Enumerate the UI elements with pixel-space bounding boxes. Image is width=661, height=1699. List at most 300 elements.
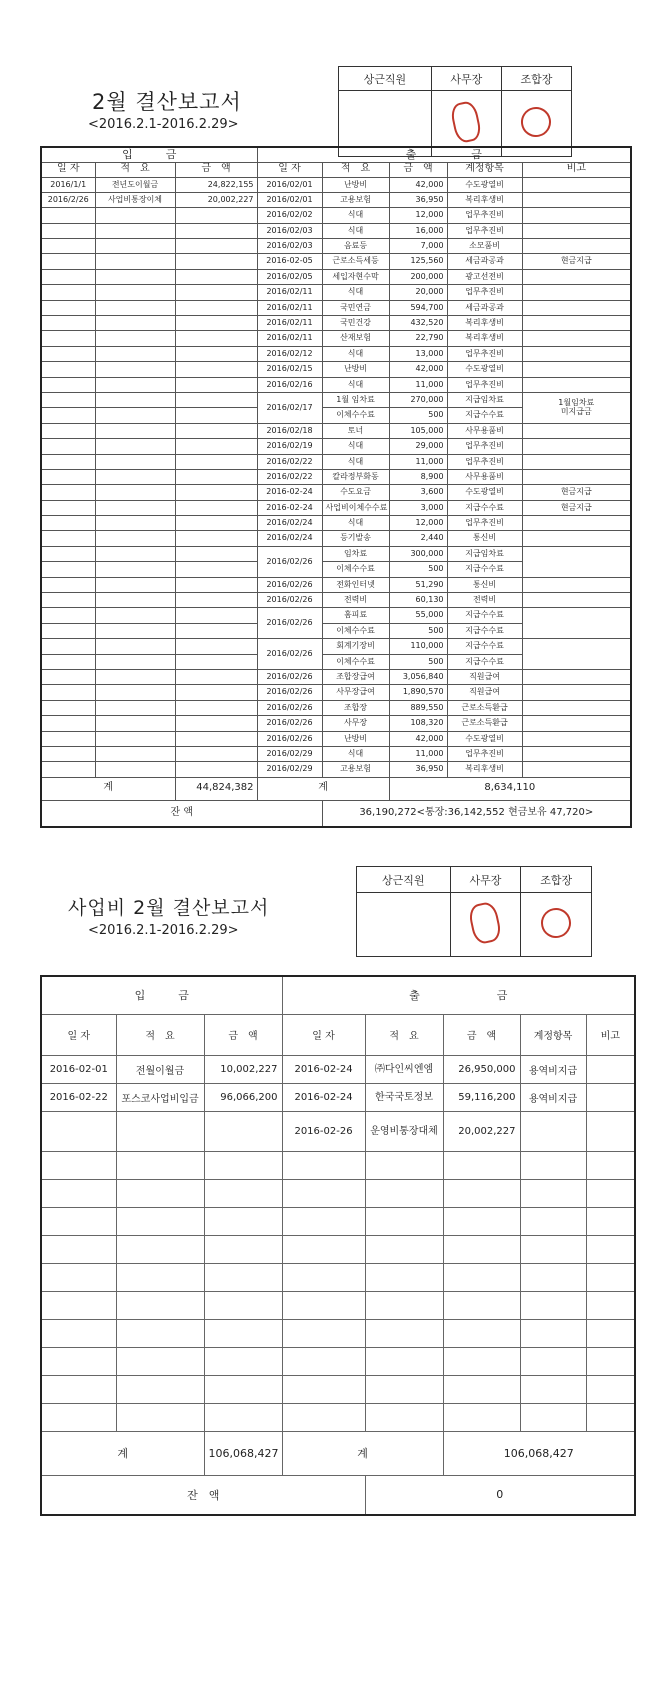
income-date: [41, 1111, 116, 1151]
expense-note: [522, 331, 631, 346]
income-amount: [175, 392, 257, 407]
approval-chairman-sign: [521, 893, 592, 957]
expense-amount: [443, 1347, 520, 1375]
table-row: [41, 485, 631, 500]
expense-desc: 난방비: [322, 362, 389, 377]
income-date: [41, 1235, 116, 1263]
expense-desc: 토너: [322, 423, 389, 438]
expense-desc: 식대: [322, 516, 389, 531]
income-amount: [175, 700, 257, 715]
expense-date: 2016/02/11: [257, 331, 322, 346]
expense-account: [520, 1179, 586, 1207]
income-desc: [116, 1207, 204, 1235]
col-header-amount: 금 액: [443, 1014, 520, 1055]
expense-amount: 22,790: [389, 331, 447, 346]
expense-account: 업무추진비: [447, 377, 522, 392]
income-desc: 포스코사업비입금: [116, 1083, 204, 1111]
expense-date: [282, 1291, 365, 1319]
expense-amount: 13,000: [389, 346, 447, 361]
expense-amount: 3,600: [389, 485, 447, 500]
income-amount: [175, 746, 257, 761]
expense-account: 소모품비: [447, 239, 522, 254]
income-amount: [204, 1111, 282, 1151]
expense-account: 수도광열비: [447, 362, 522, 377]
expense-account: 통신비: [447, 577, 522, 592]
expense-date: 2016/02/24: [257, 531, 322, 546]
table-row: [41, 1347, 635, 1375]
expense-amount: 500: [389, 654, 447, 669]
expense-amount: 12,000: [389, 516, 447, 531]
table-row: [41, 239, 631, 254]
income-amount: 24,822,155: [175, 177, 257, 192]
income-desc: [95, 331, 175, 346]
income-date: [41, 1151, 116, 1179]
table-row: [41, 223, 631, 238]
table-row: [41, 362, 631, 377]
table-row: [41, 670, 631, 685]
income-desc: [116, 1375, 204, 1403]
expense-note: [522, 208, 631, 223]
table-row: [41, 1083, 635, 1111]
expense-account: [520, 1291, 586, 1319]
expense-desc: 칼라정부화동: [322, 469, 389, 484]
income-desc: [116, 1347, 204, 1375]
income-desc: [95, 254, 175, 269]
expense-desc: 음료등: [322, 239, 389, 254]
expense-amount: 300,000: [389, 546, 447, 561]
expense-amount: 889,550: [389, 700, 447, 715]
expense-note: [522, 223, 631, 238]
expense-note: [586, 1151, 635, 1179]
income-total-label: 계: [41, 777, 175, 800]
income-desc: [95, 562, 175, 577]
approval-label-chairman: 조합장: [521, 867, 592, 893]
income-desc: [95, 731, 175, 746]
expense-amount: [443, 1179, 520, 1207]
table-row: [41, 454, 631, 469]
income-desc: [116, 1151, 204, 1179]
expense-note: [522, 439, 631, 454]
income-date: 2016-02-22: [41, 1083, 116, 1111]
expense-desc: 수도요금: [322, 485, 389, 500]
expense-amount: 60,130: [389, 593, 447, 608]
income-desc: [95, 439, 175, 454]
expense-account: 지급수수료: [447, 654, 522, 669]
income-amount: [204, 1263, 282, 1291]
expense-desc: 이체수수료: [322, 623, 389, 638]
income-date: [41, 746, 95, 761]
income-desc: [95, 377, 175, 392]
table-row: [41, 269, 631, 284]
expense-amount: 36,950: [389, 192, 447, 207]
income-date: [41, 1347, 116, 1375]
income-date: [41, 208, 95, 223]
expense-amount: 1,890,570: [389, 685, 447, 700]
income-total-label: 계: [41, 1431, 204, 1475]
chairman-stamp-icon: [538, 905, 574, 941]
expense-amount: 270,000: [389, 392, 447, 407]
income-desc: [95, 577, 175, 592]
income-desc: [95, 500, 175, 515]
income-date: [41, 285, 95, 300]
expense-desc: ㈜다인씨엔엠: [365, 1055, 443, 1083]
expense-account: [520, 1347, 586, 1375]
expense-date: 2016/02/18: [257, 423, 322, 438]
expense-amount: 108,320: [389, 716, 447, 731]
expense-date: 2016/02/19: [257, 439, 322, 454]
expense-desc: 식대: [322, 746, 389, 761]
expense-desc: 식대: [322, 346, 389, 361]
expense-account: 복리후생비: [447, 192, 522, 207]
expense-amount: 51,290: [389, 577, 447, 592]
expense-desc: [365, 1263, 443, 1291]
income-amount: [175, 331, 257, 346]
expense-account: 수도광열비: [447, 731, 522, 746]
income-date: [41, 1319, 116, 1347]
expense-account: 지급수수료: [447, 608, 522, 623]
income-date: [41, 623, 95, 638]
table-row: [41, 331, 631, 346]
income-desc: [95, 269, 175, 284]
report1-title: 2월 결산보고서: [92, 90, 242, 114]
expense-account: 업무추진비: [447, 516, 522, 531]
total-row: [41, 1431, 635, 1475]
income-desc: [95, 346, 175, 361]
expense-amount: 7,000: [389, 239, 447, 254]
col-header-amount: 금 액: [175, 162, 257, 177]
chairman-stamp-icon: [519, 104, 555, 140]
income-date: 2016-02-01: [41, 1055, 116, 1083]
expense-amount: 500: [389, 562, 447, 577]
expense-date: 2016-02-24: [257, 485, 322, 500]
income-amount: [175, 562, 257, 577]
expense-date: 2016/02/29: [257, 762, 322, 777]
expense-amount: 36,950: [389, 762, 447, 777]
balance-label: 잔 액: [41, 800, 322, 827]
table-row: [41, 608, 631, 623]
expense-account: 용역비지급: [520, 1055, 586, 1083]
expense-amount: 42,000: [389, 177, 447, 192]
expense-desc: 국민건강: [322, 316, 389, 331]
expense-desc: [365, 1375, 443, 1403]
manager-stamp-icon: [468, 901, 504, 946]
income-amount: [175, 285, 257, 300]
expense-note: [522, 239, 631, 254]
expense-amount: [443, 1151, 520, 1179]
expense-date: 2016/02/12: [257, 346, 322, 361]
expense-date: 2016/02/26: [257, 670, 322, 685]
income-date: [41, 670, 95, 685]
income-desc: [95, 716, 175, 731]
income-date: [41, 731, 95, 746]
expense-date: 2016/02/26: [257, 608, 322, 639]
expense-note: [586, 1207, 635, 1235]
income-date: [41, 423, 95, 438]
income-total: 106,068,427: [204, 1431, 282, 1475]
expense-note: 현금지급: [522, 254, 631, 269]
expense-desc: 이체수수료: [322, 654, 389, 669]
expense-desc: 식대: [322, 223, 389, 238]
expense-date: 2016/02/01: [257, 192, 322, 207]
expense-date: 2016/02/26: [257, 700, 322, 715]
expense-amount: 16,000: [389, 223, 447, 238]
income-amount: [204, 1291, 282, 1319]
income-date: [41, 1263, 116, 1291]
income-amount: [175, 546, 257, 561]
expense-desc: 전력비: [322, 593, 389, 608]
expense-note: [522, 531, 631, 546]
expense-amount: 29,000: [389, 439, 447, 454]
expense-desc: [365, 1319, 443, 1347]
col-header-date: 일 자: [41, 162, 95, 177]
expense-amount: 11,000: [389, 454, 447, 469]
expense-date: 2016-02-26: [282, 1111, 365, 1151]
expense-account: [520, 1207, 586, 1235]
income-amount: [204, 1151, 282, 1179]
table-row: [41, 1207, 635, 1235]
income-desc: [95, 700, 175, 715]
expense-desc: 사업비이체수수료: [322, 500, 389, 515]
expense-date: 2016/02/17: [257, 392, 322, 423]
income-desc: [95, 623, 175, 638]
income-amount: [175, 223, 257, 238]
income-desc: [95, 408, 175, 423]
expense-account: [520, 1403, 586, 1431]
table-row: [41, 577, 631, 592]
expense-desc: [365, 1207, 443, 1235]
expense-date: 2016/02/11: [257, 285, 322, 300]
col-header-note: 비고: [586, 1014, 635, 1055]
income-date: [41, 1179, 116, 1207]
income-amount: [175, 439, 257, 454]
expense-account: 업무추진비: [447, 454, 522, 469]
income-amount: [175, 623, 257, 638]
expense-date: 2016-02-24: [282, 1083, 365, 1111]
income-amount: [175, 639, 257, 654]
expense-note: [522, 285, 631, 300]
expense-account: 전력비: [447, 593, 522, 608]
expense-amount: 105,000: [389, 423, 447, 438]
report1-approval-box: [338, 66, 572, 157]
expense-note: [522, 670, 631, 685]
table-row: [41, 1055, 635, 1083]
expense-account: 지급수수료: [447, 500, 522, 515]
expense-account: 직원급여: [447, 670, 522, 685]
expense-note: [522, 377, 631, 392]
expense-date: 2016-02-05: [257, 254, 322, 269]
expense-note: [522, 608, 631, 639]
income-amount: [175, 716, 257, 731]
approval-label-staff: 상근직원: [339, 67, 432, 91]
expense-desc: [365, 1151, 443, 1179]
expense-desc: 사무장: [322, 716, 389, 731]
expense-account: [520, 1151, 586, 1179]
expense-note: [522, 746, 631, 761]
table-row: [41, 762, 631, 777]
income-desc: [95, 608, 175, 623]
income-desc: [95, 454, 175, 469]
balance-label: 잔 액: [41, 1475, 365, 1515]
table-row: [41, 439, 631, 454]
expense-desc: 임차료: [322, 546, 389, 561]
expense-account: 사무용품비: [447, 423, 522, 438]
expense-account: 근로소득환급: [447, 716, 522, 731]
col-header-date: 일 자: [41, 1014, 116, 1055]
income-date: [41, 762, 95, 777]
expense-desc: 한국국토정보: [365, 1083, 443, 1111]
expense-date: 2016/02/24: [257, 516, 322, 531]
expense-account: 복리후생비: [447, 331, 522, 346]
table-row: [41, 346, 631, 361]
balance-row: [41, 800, 631, 827]
approval-label-staff: 상근직원: [357, 867, 451, 893]
expense-date: 2016/02/02: [257, 208, 322, 223]
income-date: [41, 546, 95, 561]
income-amount: [175, 408, 257, 423]
expense-note: [586, 1319, 635, 1347]
expense-account: 용역비지급: [520, 1083, 586, 1111]
approval-label-manager: 사무장: [431, 67, 501, 91]
table-row: [41, 731, 631, 746]
expense-desc: 식대: [322, 208, 389, 223]
income-amount: [175, 685, 257, 700]
expense-account: 세금과공과: [447, 254, 522, 269]
table-row: [41, 500, 631, 515]
approval-label-chairman: 조합장: [501, 67, 571, 91]
income-amount: [175, 608, 257, 623]
expense-desc: 등기발송: [322, 531, 389, 546]
income-desc: [95, 670, 175, 685]
income-amount: [204, 1179, 282, 1207]
expense-note: [586, 1403, 635, 1431]
expense-account: 업무추진비: [447, 208, 522, 223]
expense-amount: [443, 1207, 520, 1235]
income-date: [41, 577, 95, 592]
expense-amount: 59,116,200: [443, 1083, 520, 1111]
balance-value: 0: [365, 1475, 635, 1515]
expense-date: 2016/02/26: [257, 685, 322, 700]
income-desc: 전년도이월금: [95, 177, 175, 192]
expense-account: 사무용품비: [447, 469, 522, 484]
income-date: [41, 316, 95, 331]
income-desc: [95, 423, 175, 438]
income-section-header: 입 금: [41, 976, 282, 1014]
expense-date: 2016/02/16: [257, 377, 322, 392]
expense-note: [522, 546, 631, 577]
expense-note: [586, 1083, 635, 1111]
expense-account: 업무추진비: [447, 346, 522, 361]
expense-note: [522, 423, 631, 438]
expense-date: 2016/02/29: [257, 746, 322, 761]
table-row: [41, 316, 631, 331]
expense-amount: 200,000: [389, 269, 447, 284]
expense-desc: 운영비통장대체: [365, 1111, 443, 1151]
income-desc: [116, 1179, 204, 1207]
expense-account: [520, 1111, 586, 1151]
expense-desc: 난방비: [322, 177, 389, 192]
expense-date: 2016/02/26: [257, 716, 322, 731]
income-desc: [95, 239, 175, 254]
table-row: [41, 1375, 635, 1403]
income-amount: [175, 269, 257, 284]
expense-amount: 3,000: [389, 500, 447, 515]
expense-date: [282, 1319, 365, 1347]
expense-account: 복리후생비: [447, 762, 522, 777]
income-date: [41, 485, 95, 500]
col-header-desc: 적 요: [95, 162, 175, 177]
income-desc: [95, 392, 175, 407]
income-desc: [95, 223, 175, 238]
expense-amount: 12,000: [389, 208, 447, 223]
income-amount: [175, 593, 257, 608]
income-desc: [95, 285, 175, 300]
income-date: [41, 254, 95, 269]
expense-date: [282, 1179, 365, 1207]
income-date: [41, 408, 95, 423]
income-desc: [95, 593, 175, 608]
expense-amount: 20,002,227: [443, 1111, 520, 1151]
expense-amount: 42,000: [389, 731, 447, 746]
expense-date: 2016/02/26: [257, 577, 322, 592]
expense-date: 2016-02-24: [282, 1055, 365, 1083]
expense-account: 지급수수료: [447, 408, 522, 423]
income-amount: [204, 1207, 282, 1235]
table-row: [41, 177, 631, 192]
income-amount: [175, 423, 257, 438]
expense-total: 106,068,427: [443, 1431, 635, 1475]
table-row: [41, 639, 631, 654]
income-amount: [175, 531, 257, 546]
table-row: [41, 423, 631, 438]
table-row: [41, 392, 631, 407]
income-total: 44,824,382: [175, 777, 257, 800]
col-header-desc: 적 요: [365, 1014, 443, 1055]
income-date: [41, 639, 95, 654]
col-header-date: 일 자: [257, 162, 322, 177]
expense-desc: [365, 1235, 443, 1263]
expense-account: [520, 1263, 586, 1291]
expense-account: [520, 1375, 586, 1403]
income-date: [41, 716, 95, 731]
report2-period: <2016.2.1-2016.2.29>: [88, 923, 239, 938]
expense-desc: 식대: [322, 377, 389, 392]
expense-note: [522, 300, 631, 315]
table-row: [41, 1111, 635, 1151]
expense-amount: [443, 1263, 520, 1291]
income-amount: [175, 316, 257, 331]
income-desc: [95, 762, 175, 777]
col-header-desc: 적 요: [116, 1014, 204, 1055]
expense-note: [522, 269, 631, 284]
expense-desc: 산재보험: [322, 331, 389, 346]
col-header-amount: 금 액: [389, 162, 447, 177]
table-row: [41, 285, 631, 300]
income-amount: 10,002,227: [204, 1055, 282, 1083]
income-amount: [175, 239, 257, 254]
expense-total-label: 계: [257, 777, 389, 800]
income-date: [41, 700, 95, 715]
expense-account: 세금과공과: [447, 300, 522, 315]
income-amount: [175, 469, 257, 484]
expense-desc: 회계기장비: [322, 639, 389, 654]
expense-account: 지급수수료: [447, 562, 522, 577]
col-header-account: 계정항목: [520, 1014, 586, 1055]
expense-note: [522, 639, 631, 670]
report1-period: <2016.2.1-2016.2.29>: [88, 117, 239, 132]
expense-date: 2016/02/22: [257, 469, 322, 484]
income-amount: [204, 1403, 282, 1431]
expense-account: 수도광열비: [447, 177, 522, 192]
